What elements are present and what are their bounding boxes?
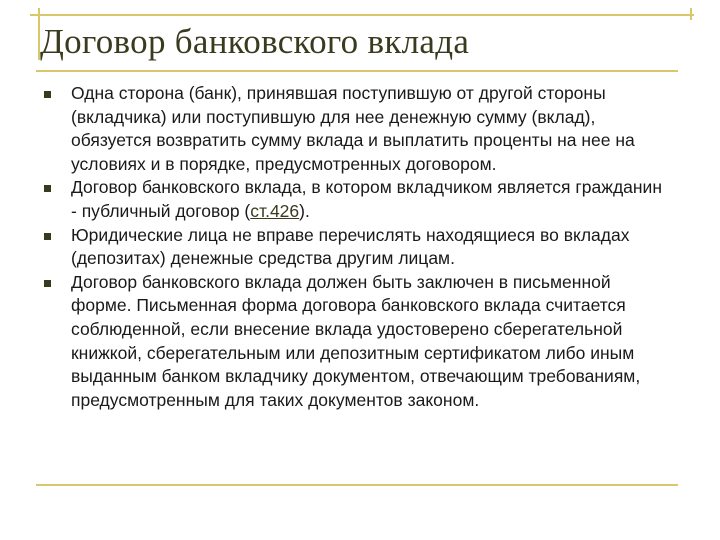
article-426-link[interactable]: ст.426 bbox=[250, 200, 300, 221]
slide-title: Договор банковского вклада bbox=[40, 22, 470, 61]
decor-right-tick bbox=[690, 8, 692, 20]
decor-top-line bbox=[30, 14, 694, 16]
bottom-divider bbox=[36, 484, 678, 486]
square-bullet-icon bbox=[44, 185, 51, 192]
bullet-text-after-link: ). bbox=[299, 200, 310, 221]
square-bullet-icon bbox=[44, 91, 51, 98]
bullet-text: Юридические лица не вправе перечислять находящиеся во вкладах (депозитах) денежные средства другим лицам. bbox=[71, 224, 630, 269]
bullet-text: Договор банковского вклада должен быть заключен в письменной форме. Письменная форма договора банковского вклада считается соблюденной, если внесение вклада удостоверено сберегательной книжкой, сберегательным или депозитным сертификатом либо иным выданным банком вкладчику документом, отвечающим требованиям, предусмотренным для таких документов законом. bbox=[71, 271, 641, 410]
bullet-list bbox=[42, 82, 670, 412]
bullet-item-4 bbox=[42, 271, 670, 413]
bullet-text: Одна сторона (банк), принявшая поступившую от другой стороны (вкладчика) или поступившую для нее денежную сумму (вклад), обязуется возвратить сумму вклада и выплатить проценты на нее на условиях и в порядке, предусмотренных договором. bbox=[71, 83, 635, 174]
bullet-item-2 bbox=[42, 176, 670, 223]
title-divider bbox=[36, 70, 678, 72]
square-bullet-icon bbox=[44, 233, 51, 240]
bullet-text-before-link: Договор банковского вклада, в котором вкладчиком является гражданин - публичный договор ( bbox=[71, 177, 663, 221]
bullet-item-1 bbox=[42, 82, 670, 176]
square-bullet-icon bbox=[44, 280, 51, 287]
bullet-item-3 bbox=[42, 224, 670, 271]
